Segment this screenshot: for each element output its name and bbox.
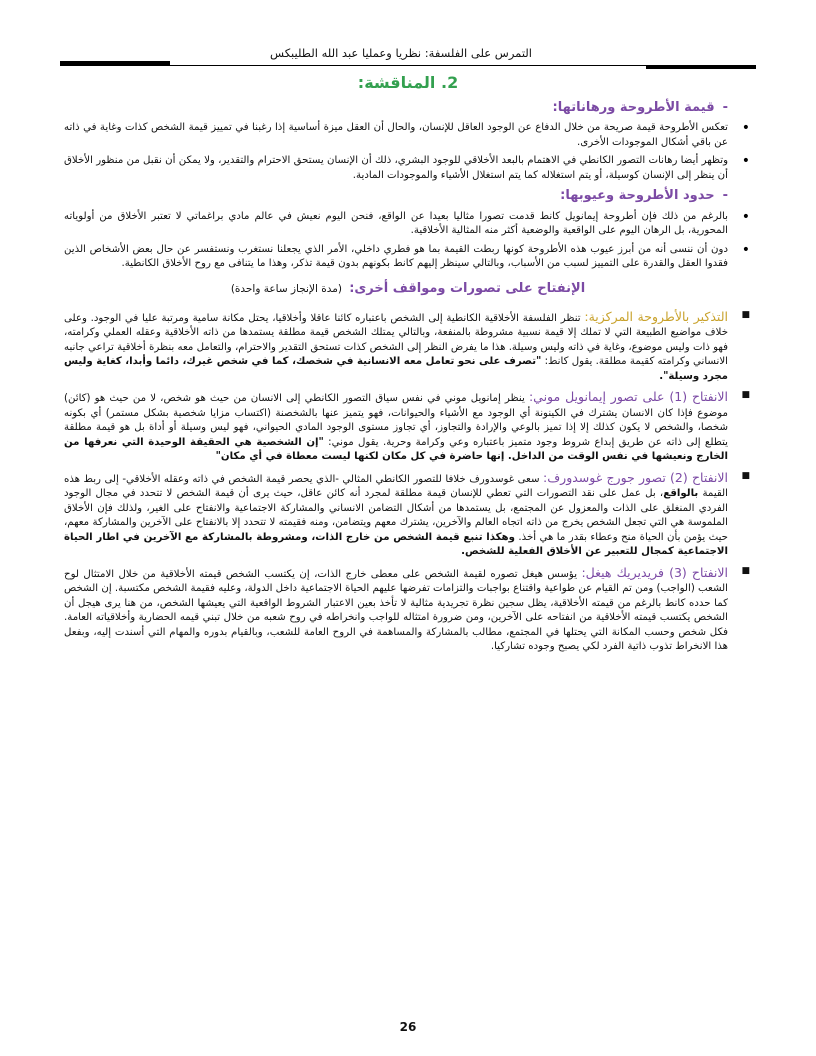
section-title: 2. المناقشة: [357, 73, 459, 92]
page-content [64, 70, 752, 659]
paragraph-body: سعى غوسدورف خلافا للتصور الكانطي المثالي -الذي يحصر قيمة الشخص في ذاته وعقله الأخلاقي- إلى ربط هذه القيمة [64, 473, 728, 500]
openness-heading [64, 280, 752, 298]
paragraph-lead: التذكير بالأطروحة المركزية: [584, 308, 728, 324]
list-item-gusdorf [64, 469, 752, 560]
duration-note: (مدة الإنجاز ساعة واحدة) [230, 282, 342, 295]
bullet-list-limits [64, 210, 752, 272]
dash-bullet-icon: - [722, 99, 728, 115]
list-item: • تعكس الأطروحة قيمة صريحة من خلال الدفاع عن الوجود العاقل للإنسان، والحال أن العقل ميزة أساسية إذا رغبنا في تمييز قيمة الشخص كذات وغاية في ذاته عن باقي أشكال الموجودات الأخرى. [64, 121, 752, 150]
bullet-list-value [64, 121, 752, 183]
list-item-mounier [64, 388, 752, 464]
page-header [60, 46, 756, 68]
bold-term: بالواقع [663, 488, 699, 500]
subsection-title-text: قيمة الأطروحة ورهاناتها: [552, 99, 715, 115]
paragraph-lead: الانفتاح (1) على تصور إيمانويل موني: [528, 389, 728, 405]
list-item: • دون أن ننسى أنه من أبرز عيوب هذه الأطروحة كونها ربطت القيمة بما هو فطري داخلي، الأمر الذي يجعلنا نستغرب ونستفسر عن حال بعض الأشخاص الذين فقدوا العقل والقدرة على التمييز لسبب من الأسباب، وبالتالي سينظر إليهم كانط بكونهم بدون قيمة تذكر، وهذا ما يتنافى مع روح الأخلاق الكانطية. [64, 243, 752, 272]
gusdorf-conclusion: وهكذا تنبع قيمة الشخص من خارج الذات، ومشروطة بالمشاركة مع الآخرين في اطار الحياة الاجتماعية كمجال للتعبير عن الأخلاق الفعلية للشخص. [64, 531, 728, 558]
paragraph-body: ينظر إمانويل موني في نفس سياق التصور الكانطي إلى الانسان من حيث هو شخص، لا من حيث هو (كائن) موضوع فإذا كان الانسان يشترك في الكينونة أي الوجود مع الأشياء والحيوانات، فهو يتميز عنها بالشخصنة (اكتساب مزايا شخصية بشكل مستمر) أي بكونه شخصا، والشخص لا يكون كذلك إلا إذا تميز بالوعي والإرادة والتجاوز، أي تجاوز مستوى الوجود المادي الحيواني، فهو ليس وسيلة أو أداة بل هو قيمة مطلقة يتطلع إلى ذاته عن طريق إبداع شروط وجود متميز باعتباره وعي وكرامة وحرية. يقول موني: [64, 393, 728, 448]
openness-heading-text: الإنفتاح على تصورات ومواقف أخرى: [349, 280, 586, 296]
paragraph-body: تنظر الفلسفة الأخلاقية الكانطية إلى الشخص باعتباره كائنا عاقلا وأخلاقيا، يحتل مكانة سامية ومرتبة عليا في الوجود. وعلى خلاف مواضيع الطبيعة التي لا تملك إلا قيمة نسبية مشروطة بالمنفعة، وبالتالي يمتلك الشخص قيمة مطلقة يستمدها من ذاته الأخلاقية وعقله العملي وكرامته، فهو ذات وليس موضوع، وغاية في ذاته وليس وسيلة. هذا ما يفرض النظر إلى الشخص كذات تستحق التقدير والاحترام، والتعامل معه بنظرة أخلاقية تراعي جانبه الانساني وكرامته كقيمة مطلقة. يقول كانط: [64, 312, 728, 368]
list-item: • بالرغم من ذلك فإن أطروحة إيمانويل كانط قدمت تصورا مثاليا بعيدا عن الواقع، فنحن اليوم نعيش في عالم مادي براغماتي لا تعتبر الأخلاق من أولوياته المحورية، بل الرهان اليوم على الواقعية والوضعية أكثر منه المثالية الأخلاقية. [64, 210, 752, 239]
header-title: التمرس على الفلسفة: نظريا وعمليا عبد الله الطليبكس [270, 46, 532, 60]
paragraph-lead: الانفتاح (3) فريديريك هيغل: [581, 564, 728, 580]
openness-list [64, 308, 752, 655]
paragraph-body: يؤسس هيغل تصوره لقيمة الشخص على معطى خارج الذات، إن يكتسب الشخص قيمته الأخلاقية من خلال الامتثال لوح الشعب (الواجب) ومن تم القيام عن طواعية واقتناع بواجبات والتزامات تفرضها عليهم الحياة الاجتماعية داخل الدولة، وعليه فقيمة الشخص مكتسبة. إن الشخص كما حدده كانط بالرغم من قيمته الأخلاقية، يظل سجين نظرة تجريدية مثالية لا تأخذ بعين الاعتبار الشروط الواقعية التي يعيشها الشخص، من هنا يرى هيجل أن الشخص يكتسب قيمته الأخلاقية من انفتاحه على الآخرين، ومن ضرورة امتثاله للواجب وانخراطه في روح شعبه من خلال تبني قيمه الحضارية وأخلاقياته العامة. فكل شخص وحسب المكانة التي يحتلها في المجتمع، مطالب بالمشاركة والمساهمة في الروح العامة للشعب، وبالقيام بدوره والمهام التي أسندت إليه، وبفعل هذا الانخراط تذوب ذاتية الفرد لكي يصبح وجوده تشاركيا. [64, 568, 728, 653]
subsection-title-value [64, 99, 728, 117]
paragraph-lead: الانفتاح (2) تصور جورج غوسدورف: [543, 469, 729, 485]
list-item-central-thesis [64, 308, 752, 384]
kant-quote: "تصرف على نحو تعامل معه الانسانية في شخصك، كما في شخص غيرك، دائما وأبدا، كغاية وليس مجرد وسيلة". [63, 356, 728, 382]
subsection-title-limits [64, 187, 728, 205]
mounier-quote: "إن الشخصية هي الحقيقة الوحيدة التي نعرفها من الخارج ونعيشها في نفس الوقت من الداخل. إنها حاضرة في كل مكان لكنها ليست معطاة في أي مكان" [64, 436, 728, 463]
list-item-hegel [64, 564, 752, 655]
paragraph-body-cont: ، بل عمل على نقد التصورات التي تعطي للإنسان قيمة مطلقة لمجرد أنه كائن عاقل، حيث يرى أن قيمة الشخص لا تتحدد في مجال الوجود الفردي المنغلق على الذات والمعزول عن المجتمع، بل يستمدها من أشكال التضامن الانساني والمشاركة الاجتماعية والانفتاح على الغير، ولذلك فإن الأخلاق الملموسة هي التي تجعل الشخص يخرج من ذاته اتجاه العالم والآخرين، يشترك معهم ويتضامن، ومنه فقيمته لا تتحدد إلا بالانفتاح على الآخرين والمشاركة معهم، حيث يؤمن بأن الحياة منح وعطاء بقدر ما هي أخذ. [64, 488, 728, 543]
header-rule-right [646, 65, 756, 69]
subsection-title-text: حدود الأطروحة وعيوبها: [560, 188, 715, 204]
list-item: • وتظهر أيضا رهانات التصور الكانطي في الاهتمام بالبعد الأخلاقي للوجود البشري، ذلك أن الإنسان يستحق الاحترام والتقدير، ولا يمكن أن نقبل من منظور الأخلاق أن ينظر إلى الإنسان كوسيلة، أو يتم استغلاله كما يتم استغلال الأشياء والموجودات المادية. [64, 154, 752, 183]
dash-bullet-icon: - [722, 188, 728, 204]
page-number: 26 [399, 1020, 417, 1034]
